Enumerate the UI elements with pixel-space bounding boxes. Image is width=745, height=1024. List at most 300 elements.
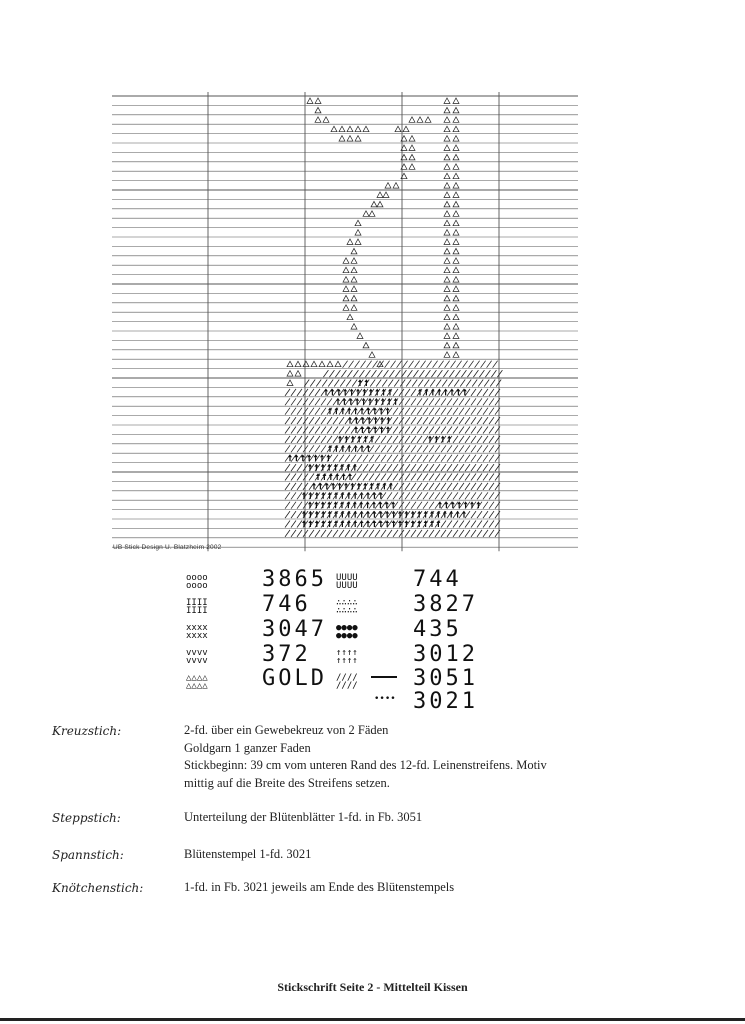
stitch-label: Steppstich:	[52, 811, 121, 825]
slash-stitch	[329, 370, 334, 377]
slash-stitch	[285, 474, 290, 481]
triangle-stitch	[357, 333, 363, 339]
chart-credit: UB Stick Design U. Blatzheim 2002	[113, 544, 222, 551]
triangle-stitch	[425, 117, 431, 123]
slash-stitch	[465, 427, 470, 434]
arrow-stitch	[360, 511, 364, 514]
arrow-stitch-stem	[342, 410, 343, 414]
slash-stitch	[341, 370, 346, 377]
slash-stitch	[285, 436, 290, 443]
slash-stitch	[423, 417, 428, 424]
triangle-stitch	[444, 333, 450, 339]
arrow-stitch-stem	[368, 410, 369, 414]
triangle-stitch	[453, 314, 459, 320]
triangle-stitch	[351, 286, 357, 292]
vertical-bar-pattern-icon: IIII IIII	[186, 598, 208, 616]
arrow-stitch-stem	[354, 504, 355, 508]
triangle-stitch	[335, 361, 341, 367]
arrow-stitch-stem	[419, 514, 420, 518]
slash-stitch	[447, 417, 452, 424]
slash-stitch	[453, 492, 458, 499]
arrow-stitch-stem	[436, 438, 437, 442]
slash-stitch	[321, 398, 326, 405]
slash-stitch	[465, 455, 470, 462]
triangle-small-pattern-icon: ∴∴∴∴ ∴∴∴∴	[336, 598, 358, 616]
slash-stitch	[411, 398, 416, 405]
triangle-stitch	[444, 239, 450, 245]
triangle-stitch	[355, 220, 361, 226]
arrow-stitch	[347, 445, 351, 448]
slash-stitch	[357, 530, 362, 537]
triangle-stitch	[453, 201, 459, 207]
slash-stitch	[375, 502, 380, 509]
slash-stitch	[447, 445, 452, 452]
arrow-stitch	[338, 483, 342, 486]
slash-stitch	[483, 492, 488, 499]
triangle-stitch	[453, 324, 459, 330]
arrow-stitch	[417, 511, 421, 514]
slash-stitch	[459, 398, 464, 405]
slash-stitch	[497, 370, 502, 377]
slash-stitch	[411, 445, 416, 452]
triangle-stitch	[331, 126, 337, 132]
slash-stitch	[375, 511, 380, 518]
slash-stitch	[291, 530, 296, 537]
slash-stitch	[465, 483, 470, 490]
slash-stitch	[315, 483, 320, 490]
triangle-stitch	[347, 314, 353, 320]
slash-stitch	[291, 398, 296, 405]
arrow-stitch-stem	[329, 467, 330, 471]
dot-pattern-icon: ●●●● ●●●●	[336, 623, 358, 641]
arrow-stitch	[462, 511, 466, 514]
slash-stitch	[441, 483, 446, 490]
triangle-stitch	[343, 286, 349, 292]
slash-stitch	[489, 408, 494, 415]
slash-stitch	[469, 361, 474, 368]
slash-stitch	[465, 521, 470, 528]
arrow-stitch	[357, 483, 361, 486]
arrow-stitch-stem	[359, 382, 360, 386]
slash-stitch	[477, 389, 482, 396]
triangle-stitch	[444, 342, 450, 348]
slash-stitch	[405, 530, 410, 537]
triangle-stitch	[323, 117, 329, 123]
slash-stitch	[471, 530, 476, 537]
slash-stitch	[303, 483, 308, 490]
slash-stitch	[285, 521, 290, 528]
legend-color-code: 3047	[262, 617, 327, 642]
arrow-stitch-stem	[478, 504, 479, 508]
slash-stitch	[297, 464, 302, 471]
arrow-stitch	[386, 426, 390, 429]
arrow-stitch-stem	[357, 401, 358, 405]
slash-stitch	[423, 464, 428, 471]
slash-stitch	[483, 398, 488, 405]
slash-stitch	[363, 464, 368, 471]
slash-stitch	[471, 492, 476, 499]
arrow-stitch-stem	[386, 504, 387, 508]
arrow-stitch-stem	[432, 391, 433, 395]
arrow-stitch-stem	[399, 514, 400, 518]
arrow-stitch	[321, 511, 325, 514]
slash-stitch	[411, 455, 416, 462]
slash-stitch	[381, 445, 386, 452]
slash-stitch	[453, 445, 458, 452]
slash-stitch	[389, 370, 394, 377]
triangle-stitch	[319, 361, 325, 367]
slash-stitch	[463, 361, 468, 368]
slash-stitch	[303, 530, 308, 537]
slash-stitch	[489, 530, 494, 537]
slash-stitch	[297, 455, 302, 462]
triangle-stitch	[385, 183, 391, 189]
arrow-stitch-stem	[375, 429, 376, 433]
slash-stitch	[471, 483, 476, 490]
arrow-stitch-stem	[387, 514, 388, 518]
slash-stitch	[315, 427, 320, 434]
triangle-stitch	[444, 211, 450, 217]
slash-stitch	[339, 427, 344, 434]
slash-stitch	[465, 492, 470, 499]
triangle-stitch	[453, 267, 459, 273]
slash-stitch	[411, 427, 416, 434]
slash-stitch	[369, 521, 374, 528]
slash-stitch	[387, 436, 392, 443]
arrow-stitch	[344, 483, 348, 486]
slash-stitch	[405, 427, 410, 434]
slash-stitch	[417, 455, 422, 462]
slash-stitch	[369, 408, 374, 415]
slash-stitch	[477, 427, 482, 434]
triangle-stitch	[351, 258, 357, 264]
slash-stitch	[333, 436, 338, 443]
slash-stitch	[429, 408, 434, 415]
slash-stitch	[381, 464, 386, 471]
slash-stitch	[441, 455, 446, 462]
arrow-stitch	[357, 436, 361, 439]
arrow-stitch-stem	[361, 495, 362, 499]
slash-stitch	[381, 436, 386, 443]
slash-stitch	[400, 380, 405, 387]
slash-stitch	[465, 408, 470, 415]
slash-stitch	[483, 502, 488, 509]
arrow-stitch-stem	[399, 523, 400, 527]
slash-stitch	[355, 361, 360, 368]
triangle-stitch	[453, 258, 459, 264]
arrow-stitch-stem	[452, 504, 453, 508]
slash-stitch	[387, 492, 392, 499]
slash-stitch	[465, 474, 470, 481]
slash-stitch	[353, 370, 358, 377]
slash-stitch	[471, 408, 476, 415]
stitch-description-line: 2-fd. über ein Gewebekreuz von 2 Fäden	[184, 723, 389, 737]
slash-stitch	[399, 474, 404, 481]
arrow-stitch-stem	[330, 476, 331, 480]
arrow-stitch	[392, 511, 396, 514]
arrow-stitch-stem	[323, 523, 324, 527]
slash-stitch	[297, 530, 302, 537]
arrow-stitch-stem	[296, 457, 297, 461]
arrow-stitch-stem	[348, 523, 349, 527]
arrow-stitch-stem	[365, 438, 366, 442]
slash-stitch	[423, 398, 428, 405]
triangle-stitch	[347, 239, 353, 245]
slash-stitch	[391, 361, 396, 368]
arrow-stitch	[329, 473, 333, 476]
triangle-stitch	[347, 126, 353, 132]
slash-stitch	[471, 427, 476, 434]
triangle-stitch	[303, 361, 309, 367]
arrow-stitch-stem	[387, 429, 388, 433]
slash-stitch	[315, 389, 320, 396]
slash-stitch	[409, 361, 414, 368]
slash-stitch	[417, 436, 422, 443]
slash-stitch	[285, 464, 290, 471]
arrow-stitch	[428, 436, 432, 439]
arrow-stitch-stem	[357, 391, 358, 395]
slash-stitch	[385, 361, 390, 368]
arrow-stitch-stem	[438, 523, 439, 527]
arrow-stitch	[324, 389, 328, 392]
triangle-stitch	[453, 239, 459, 245]
slash-stitch	[393, 408, 398, 415]
slash-stitch	[291, 483, 296, 490]
slash-stitch	[291, 445, 296, 452]
slash-stitch	[489, 389, 494, 396]
triangle-stitch	[409, 117, 415, 123]
slash-stitch	[315, 398, 320, 405]
page-footer: Stickschrift Seite 2 - Mittelteil Kissen	[277, 980, 468, 994]
stitch-description-line: 1-fd. in Fb. 3021 jeweils am Ende des Blütenstempels	[184, 880, 455, 894]
stitch-description-line: Goldgarn 1 ganzer Faden	[184, 740, 311, 755]
slash-stitch	[451, 361, 456, 368]
arrow-stitch	[360, 407, 364, 410]
slash-stitch	[441, 474, 446, 481]
triangle-stitch	[351, 324, 357, 330]
arrow-stitch	[344, 436, 348, 439]
slash-stitch	[381, 455, 386, 462]
slash-stitch	[321, 483, 326, 490]
slash-stitch	[321, 530, 326, 537]
arrow-stitch	[366, 492, 370, 495]
slash-stitch	[357, 455, 362, 462]
slash-stitch	[297, 445, 302, 452]
triangle-stitch	[444, 126, 450, 132]
stitch-description-line: Unterteilung der Blütenblätter 1-fd. in Fb. 3051	[184, 810, 423, 824]
arrow-stitch	[308, 492, 312, 495]
triangle-stitch	[444, 183, 450, 189]
arrow-stitch	[375, 389, 379, 392]
arrow-stitch-stem	[387, 523, 388, 527]
slash-stitch	[321, 417, 326, 424]
slash-stitch	[415, 361, 420, 368]
slash-stitch	[327, 530, 332, 537]
slash-stitch	[405, 445, 410, 452]
arrow-stitch-stem	[317, 476, 318, 480]
slash-stitch	[411, 530, 416, 537]
slash-stitch	[333, 427, 338, 434]
slash-stitch	[291, 389, 296, 396]
arrow-stitch	[417, 520, 421, 523]
triangle-stitch	[444, 201, 450, 207]
cup-pattern-icon: UUUU UUUU	[336, 573, 358, 591]
slash-stitch	[447, 530, 452, 537]
slash-stitch	[285, 389, 290, 396]
slash-stitch	[471, 436, 476, 443]
arrow-stitch-stem	[329, 448, 330, 452]
triangle-stitch	[453, 136, 459, 142]
arrow-stitch-stem	[451, 514, 452, 518]
triangle-stitch	[377, 201, 383, 207]
slash-stitch	[291, 521, 296, 528]
slash-stitch	[387, 455, 392, 462]
arrow-stitch-stem	[349, 420, 350, 424]
slash-stitch	[435, 455, 440, 462]
slash-stitch	[310, 380, 315, 387]
arrow-stitch-stem	[446, 504, 447, 508]
slash-stitch	[381, 474, 386, 481]
slash-stitch	[489, 436, 494, 443]
arrow-stitch-stem	[412, 514, 413, 518]
slash-stitch	[489, 483, 494, 490]
arrow-stitch-stem	[465, 504, 466, 508]
triangle-stitch	[444, 286, 450, 292]
arrow-stitch-stem	[425, 514, 426, 518]
stitch-label: Kreuzstich:	[52, 724, 122, 738]
triangle-stitch	[377, 192, 383, 198]
arrow-stitch-stem	[361, 504, 362, 508]
arrow-stitch-stem	[358, 485, 359, 489]
slash-stitch	[459, 455, 464, 462]
arrow-stitch-stem	[302, 457, 303, 461]
slash-stitch	[363, 530, 368, 537]
arrow-stitch	[353, 501, 357, 504]
arrow-stitch-stem	[387, 410, 388, 414]
slash-stitch	[315, 417, 320, 424]
slash-stitch	[369, 464, 374, 471]
arrow-stitch-stem	[322, 467, 323, 471]
arrow-stitch	[380, 417, 384, 420]
slash-stitch	[309, 436, 314, 443]
slash-stitch	[297, 398, 302, 405]
arrow-stitch	[321, 520, 325, 523]
arrow-stitch-stem	[310, 495, 311, 499]
arrow-stitch	[347, 520, 351, 523]
triangle-stitch	[453, 220, 459, 226]
triangle-stitch	[295, 361, 301, 367]
arrow-stitch	[315, 492, 319, 495]
slash-stitch	[357, 464, 362, 471]
slash-stitch	[383, 370, 388, 377]
slash-stitch	[489, 511, 494, 518]
slash-stitch	[363, 408, 368, 415]
slash-stitch	[429, 492, 434, 499]
slash-stitch	[377, 370, 382, 377]
slash-stitch	[297, 492, 302, 499]
slash-stitch	[445, 361, 450, 368]
arrow-stitch-stem	[438, 514, 439, 518]
arrow-stitch-stem	[374, 514, 375, 518]
arrow-stitch-stem	[367, 514, 368, 518]
slash-stitch	[447, 398, 452, 405]
slash-stitch	[328, 380, 333, 387]
triangle-stitch	[363, 342, 369, 348]
arrow-stitch	[347, 492, 351, 495]
arrow-stitch-stem	[329, 523, 330, 527]
slash-stitch	[459, 408, 464, 415]
triangle-stitch	[444, 305, 450, 311]
triangle-stitch	[363, 211, 369, 217]
slash-stitch	[435, 408, 440, 415]
slash-stitch	[321, 436, 326, 443]
slash-stitch	[489, 445, 494, 452]
arrow-stitch-stem	[442, 438, 443, 442]
arrow-stitch-stem	[362, 420, 363, 424]
arrow-stitch-stem	[335, 504, 336, 508]
slash-stitch	[447, 474, 452, 481]
slash-stitch	[459, 436, 464, 443]
slash-stitch	[453, 521, 458, 528]
arrow-stitch-stem	[349, 448, 350, 452]
slash-stitch	[483, 408, 488, 415]
triangle-stitch	[444, 352, 450, 358]
arrow-stitch-stem	[335, 467, 336, 471]
slash-stitch	[483, 464, 488, 471]
slash-stitch	[309, 408, 314, 415]
triangle-stitch	[315, 117, 321, 123]
arrow-stitch-stem	[352, 485, 353, 489]
slash-stitch	[417, 502, 422, 509]
arrow-stitch	[336, 398, 340, 401]
slash-stitch	[477, 455, 482, 462]
slash-stitch	[423, 530, 428, 537]
slash-stitch	[375, 455, 380, 462]
triangle-stitch	[444, 164, 450, 170]
slash-stitch	[477, 492, 482, 499]
slash-stitch	[427, 361, 432, 368]
slash-stitch	[346, 380, 351, 387]
slash-stitch	[471, 464, 476, 471]
slash-stitch	[405, 436, 410, 443]
arrow-stitch-stem	[355, 429, 356, 433]
slash-stitch	[429, 474, 434, 481]
arrow-stitch-stem	[361, 448, 362, 452]
triangle-stitch	[453, 154, 459, 160]
slash-stitch	[411, 417, 416, 424]
slash-stitch	[453, 417, 458, 424]
slash-stitch	[363, 455, 368, 462]
arrow-stitch-stem	[355, 495, 356, 499]
arrow-stitch	[348, 473, 352, 476]
slash-stitch	[405, 464, 410, 471]
slash-stitch	[303, 464, 308, 471]
slash-stitch	[297, 511, 302, 518]
arrow-stitch-stem	[444, 514, 445, 518]
arrow-stitch-stem	[376, 401, 377, 405]
arrow-stitch-stem	[393, 514, 394, 518]
arrow-stitch-stem	[371, 438, 372, 442]
slash-stitch	[465, 436, 470, 443]
slash-stitch	[333, 530, 338, 537]
arrow-stitch-stem	[346, 438, 347, 442]
arrow-stitch	[348, 417, 352, 420]
arrow-stitch-stem	[374, 495, 375, 499]
arrow-stitch-stem	[316, 495, 317, 499]
arrow-stitch	[356, 389, 360, 392]
slash-stitch	[448, 380, 453, 387]
slash-stitch	[363, 445, 368, 452]
